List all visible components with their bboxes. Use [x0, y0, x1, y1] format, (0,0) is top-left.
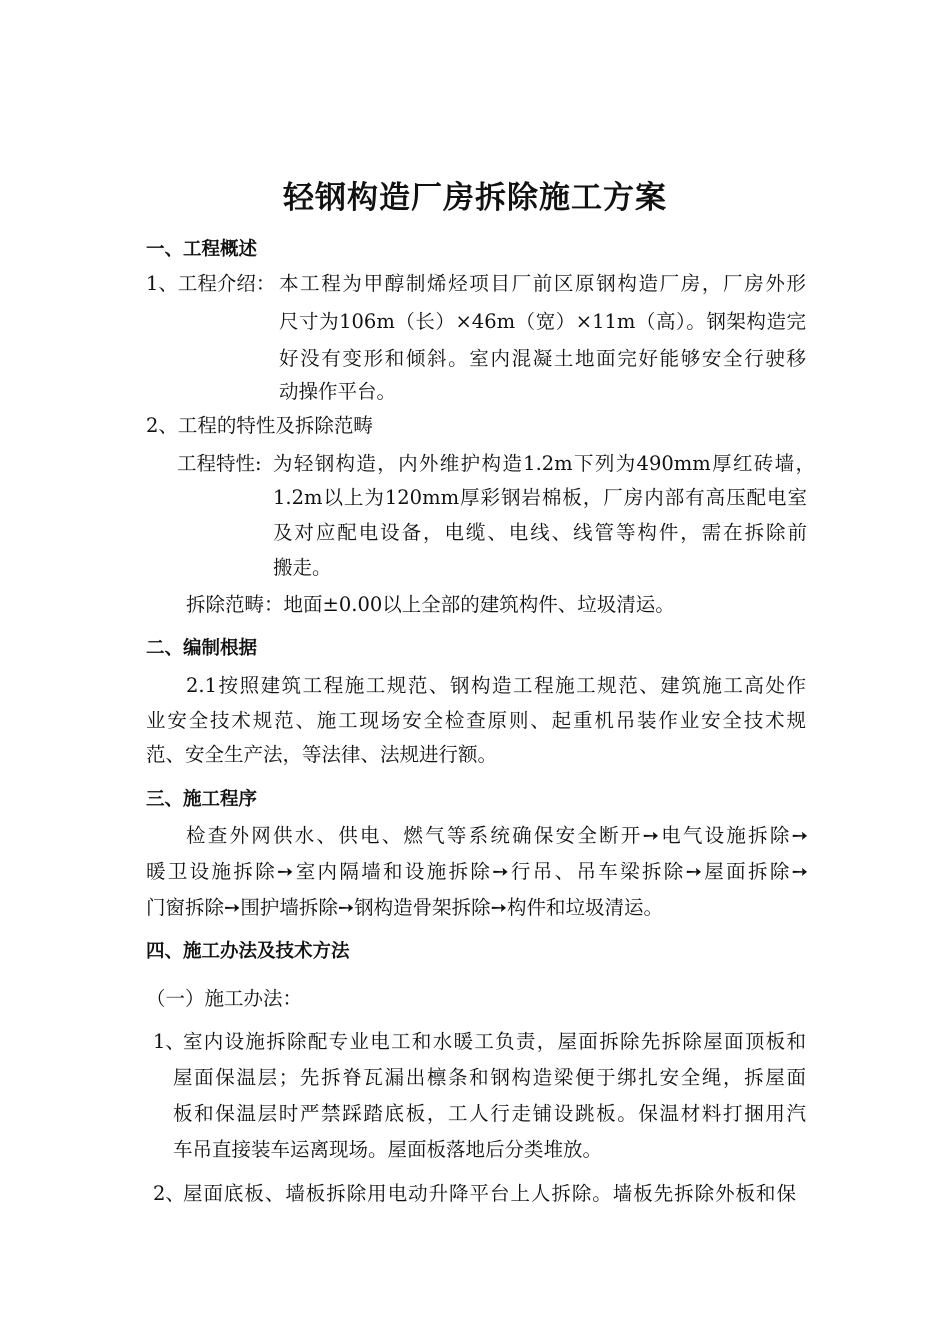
item-label-project-intro: 1、工程介绍：: [146, 272, 276, 295]
section-heading-methods: 四、施工办法及技术方法: [146, 941, 350, 962]
feature-line: 搬走。: [273, 556, 332, 579]
section-heading-overview: 一、工程概述: [146, 239, 258, 260]
section-heading-procedure: 三、施工程序: [146, 789, 258, 810]
basis-line: 业安全技术规范、施工现场安全检查原则、起重机吊装作业安全技术规: [146, 709, 806, 732]
item-label-characteristics: 2、工程的特性及拆除范畴: [146, 414, 373, 437]
intro-line: 好没有变形和倾斜。室内混凝土地面完好能够安全行驶移: [279, 347, 806, 370]
feature-line: 及对应配电设备，电缆、电线、线管等构件，需在拆除前: [273, 521, 807, 544]
method-line: 屋面底板、墙板拆除用电动升降平台上人拆除。墙板先拆除外板和保: [183, 1182, 796, 1205]
document-title: 轻钢构造厂房拆除施工方案: [283, 180, 667, 216]
section-heading-basis: 二、编制根据: [146, 638, 258, 659]
item-number: 2、: [153, 1182, 185, 1205]
intro-line: 尺寸为106m（长）×46m（宽）×11m（高）。钢架构造完: [279, 310, 806, 333]
procedure-line: 检查外网供水、供电、燃气等系统确保安全断开➙电气设施拆除➙: [186, 824, 808, 847]
item-number: 1、: [153, 1030, 185, 1053]
intro-line: 本工程为甲醇制烯烃项目厂前区原钢构造厂房，厂房外形: [279, 272, 806, 295]
method-line: 板和保温层时严禁踩踏底板，工人行走铺设跳板。保温材料打捆用汽: [173, 1102, 806, 1125]
method-line: 屋面保温层；先拆脊瓦漏出檩条和钢构造梁便于绑扎安全绳，拆屋面: [173, 1066, 806, 1089]
feature-line: 1.2m以上为120mm厚彩钢岩棉板，厂房内部有高压配电室: [273, 486, 807, 509]
basis-line: 范、安全生产法，等法律、法规进行额。: [146, 743, 498, 766]
method-line: 车吊直接装车运离现场。屋面板落地后分类堆放。: [173, 1138, 603, 1161]
feature-line: 为轻钢构造，内外维护构造1.2m下列为490mm厚红砖墙，: [273, 452, 815, 475]
subsection-heading: （一）施工办法：: [146, 987, 303, 1010]
procedure-line: 门窗拆除➙围护墙拆除➙钢构造骨架拆除➙构件和垃圾清运。: [146, 896, 664, 919]
procedure-line: 暖卫设施拆除➙室内隔墙和设施拆除➙行吊、吊车梁拆除➙屋面拆除➙: [146, 860, 808, 883]
basis-line: 2.1按照建筑工程施工规范、钢构造工程施工规范、建筑施工高处作: [186, 674, 806, 697]
method-line: 室内设施拆除配专业电工和水暖工负责，屋面拆除先拆除屋面顶板和: [183, 1030, 806, 1053]
intro-line: 动操作平台。: [279, 380, 397, 403]
demolition-scope: 拆除范畴：地面±0.00以上全部的建筑构件、垃圾清运。: [186, 593, 675, 616]
feature-label: 工程特性:: [177, 452, 262, 475]
